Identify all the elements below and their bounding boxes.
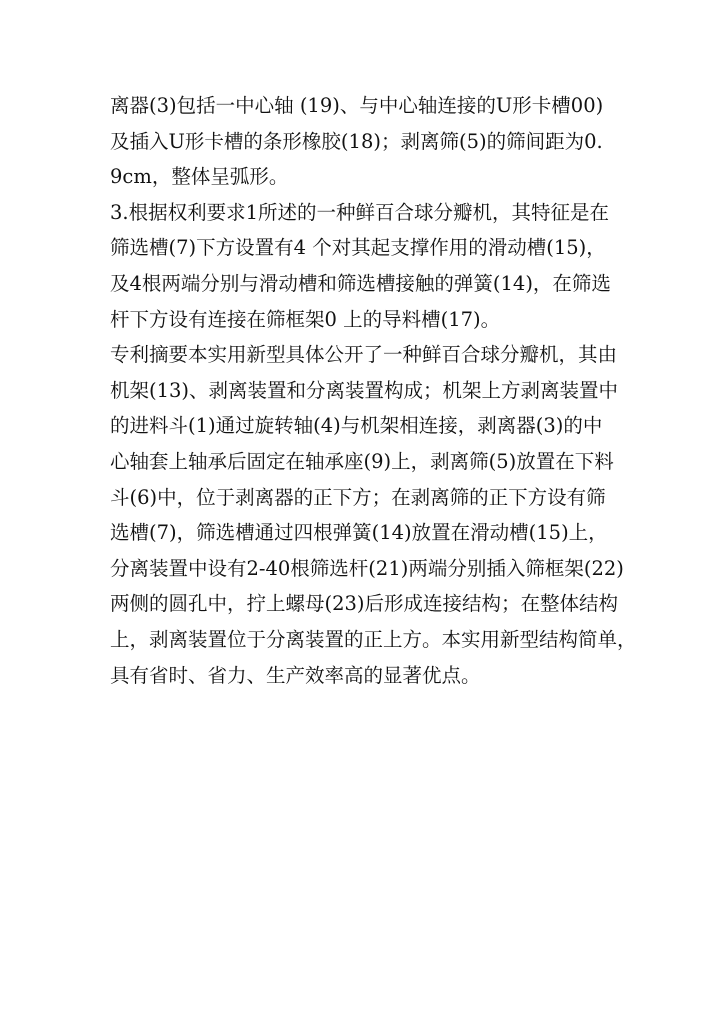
body-text — [110, 88, 637, 693]
text-line: 筛选槽(7)下方设置有4 个对其起支撑作用的滑动槽(15)， — [110, 236, 606, 260]
text-line: 具有省时、省力、生产效率高的显著优点。 — [110, 663, 481, 687]
text-line: 选槽(7)，筛选槽通过四根弹簧(14)放置在滑动槽(15)上， — [110, 521, 608, 545]
text-line: 9cm，整体呈弧形。 — [110, 165, 289, 189]
text-line: 离器(3)包括一中心轴 (19)、与中心轴连接的U形卡槽00) — [110, 94, 604, 117]
text-line: 专利摘要本实用新型具体公开了一种鲜百合球分瓣机，其由 — [110, 343, 618, 367]
text-line: 上，剥离装置位于分离装置的正上方。本实用新型结构简单， — [110, 627, 637, 651]
text-line: 及插入U形卡槽的条形橡胶(18)；剥离筛(5)的筛间距为0. — [110, 129, 603, 153]
text-line: 的进料斗(1)通过旋转轴(4)与机架相连接，剥离器(3)的中 — [110, 414, 603, 438]
text-line: 斗(6)中，位于剥离器的正下方；在剥离筛的正下方设有筛 — [110, 485, 606, 509]
text-line: 分离装置中设有2-40根筛选杆(21)两端分别插入筛框架(22) — [110, 556, 624, 580]
text-line: 心轴套上轴承后固定在轴承座(9)上，剥离筛(5)放置在下料 — [110, 449, 614, 473]
text-line: 杆下方设有连接在筛框架0 上的导料槽(17)。 — [110, 307, 501, 331]
text-line: 3.根据权利要求1所述的一种鲜百合球分瓣机，其特征是在 — [110, 200, 610, 224]
text-line: 两侧的圆孔中，拧上螺母(23)后形成连接结构；在整体结构 — [110, 592, 619, 616]
text-line: 及4根两端分别与滑动槽和筛选槽接触的弹簧(14)，在筛选 — [110, 271, 611, 295]
text-line: 机架(13)、剥离装置和分离装置构成；机架上方剥离装置中 — [110, 378, 619, 402]
